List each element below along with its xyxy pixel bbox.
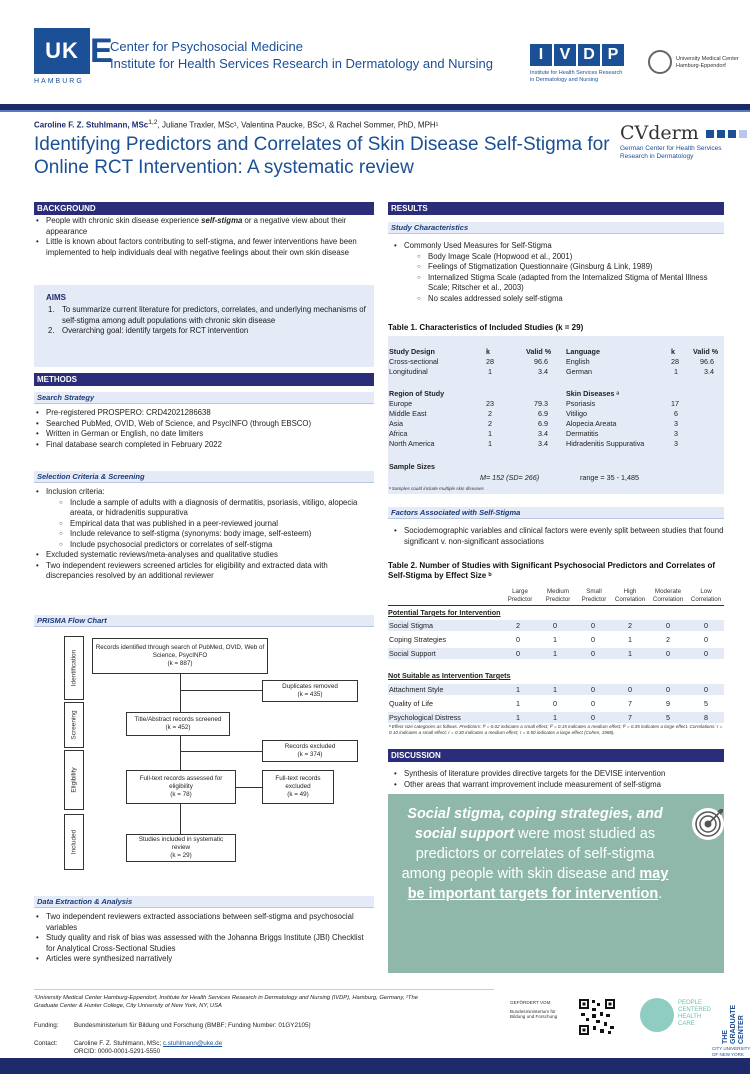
cell: 9 — [666, 699, 670, 708]
orcid: ORCID: 0000-0001-5291-5550 — [74, 1048, 161, 1055]
stage-label: Screening — [70, 710, 78, 740]
cvderm-subtitle: German Center for Health Services Research in Dermatology — [620, 145, 722, 160]
table-row — [388, 634, 724, 645]
hdr-line: Predictor — [581, 595, 607, 603]
table2-col-header — [686, 588, 726, 603]
table-row — [388, 429, 724, 439]
graduate-center-logo — [720, 994, 744, 1046]
row-label: Social Support — [389, 649, 436, 658]
table-row — [388, 419, 724, 429]
cell: 0 — [704, 621, 708, 630]
extraction-heading: Data Extraction & Analysis — [34, 896, 374, 908]
cell: 28 — [671, 357, 679, 366]
university-seal-icon — [648, 50, 672, 74]
funding-text: Bundesministerium für Bildung und Forschung (BMBF; Funding Number: 01GY2105) — [74, 1022, 311, 1029]
cell: Cross-sectional — [389, 357, 439, 366]
prisma-arrow — [180, 804, 181, 834]
institute-title — [110, 38, 493, 72]
table1-caption: Table 1. Characteristics of Included Studies (k = 29) — [388, 323, 584, 332]
prisma-arrow — [180, 674, 181, 712]
prisma-fulltext-box — [126, 770, 236, 804]
text: or a negative view about their appearance — [46, 216, 347, 236]
table2-col-header — [610, 588, 650, 603]
table-row — [388, 357, 724, 367]
list-item: • Pre-registered PROSPERO: CRD42021286638 — [34, 408, 374, 419]
list-item: • Sociodemographic variables and clinical factors were evenly split between studies that found significant v. non-significant associations — [392, 526, 724, 547]
aim-item — [46, 326, 366, 337]
stage-label: Identification — [70, 649, 78, 687]
contact-email-link[interactable]: c.stuhlmann@uke.de — [162, 1040, 223, 1047]
cell: 0 — [591, 649, 595, 658]
search-strategy-heading: Search Strategy — [34, 392, 374, 404]
cell: Africa — [389, 429, 408, 438]
table2-rule — [388, 605, 724, 606]
list-item: • Two independent reviewers extracted associations between self-stigma and psychosocial variables — [34, 912, 374, 933]
discussion-list — [392, 769, 724, 790]
table2-col-header — [648, 588, 688, 603]
list-item — [392, 241, 724, 304]
prisma-included-box — [126, 834, 236, 862]
cuny-label: CITY UNIVERSITY OF NEW YORK — [712, 1046, 750, 1057]
cell: 0 — [666, 649, 670, 658]
cell: Dermatitis — [566, 429, 599, 438]
measures-label: Commonly Used Measures for Self-Stigma — [404, 241, 552, 250]
box-text: Title/Abstract records screened — [134, 716, 222, 723]
cell: 5 — [704, 699, 708, 708]
ukm-label-line: University Medical Center — [676, 56, 739, 62]
row-label: Coping Strategies — [389, 635, 447, 644]
cell: Alopecia Areata — [566, 419, 617, 428]
center-name: Center for Psychosocial Medicine — [110, 39, 303, 54]
ukm-label — [676, 56, 739, 70]
sub-item: ○ Feelings of Stigmatization Questionnaire (Ginsburg & Link, 1989) — [404, 262, 724, 273]
prisma-stage-included — [64, 814, 84, 870]
cell: 0 — [591, 685, 595, 694]
pchc-logo-icon — [640, 998, 674, 1032]
contact-name: Caroline F. Z. Stuhlmann, MSc; — [74, 1040, 163, 1047]
cell: 0 — [591, 699, 595, 708]
cell: 0 — [516, 635, 520, 644]
list-item: • Final database search completed in February 2022 — [34, 440, 374, 451]
table2-col-header — [500, 588, 540, 603]
list-item: • Study quality and risk of bias was assessed with the Johanna Briggs Institute (JBI) Checklist for Analytical Cross-Sectional Studies — [34, 933, 374, 954]
uke-logo-text: UK — [45, 38, 79, 63]
hdr-line: Predictor — [507, 595, 533, 603]
cell: 8 — [704, 713, 708, 722]
footer-band — [0, 1058, 750, 1074]
prisma-identified-box — [92, 638, 268, 674]
aim-text: To summarize current literature for predictors, correlates, and underlying mechanisms of self-stigma among adult populations with chronic skin disease — [62, 305, 366, 325]
cell: 23 — [486, 399, 494, 408]
cell: Longitudinal — [389, 367, 428, 376]
hdr-line: Correlation — [652, 595, 684, 603]
row-label: Psychological Distress — [389, 713, 461, 722]
cell: 96.6 — [700, 357, 714, 366]
hdr-line: Medium — [546, 588, 569, 595]
cvderm-squares-icon — [706, 130, 747, 138]
ivdp-subtitle — [530, 70, 640, 84]
hdr-line: Predictor — [545, 595, 571, 603]
text: People with chronic skin disease experience — [46, 216, 202, 225]
lead-author-affil: 1,2 — [148, 119, 158, 126]
box-text: Duplicates removed — [282, 683, 338, 690]
bmbf-logo — [510, 1000, 570, 1020]
cvderm-logo: CVderm — [620, 122, 699, 144]
sub-item: ○ Include a sample of adults with a diagnosis of dermatitis, psoriasis, vitiligo, alopecia areata, or hidradenitis suppurativa — [46, 498, 374, 519]
aims-list — [46, 305, 366, 337]
study-char-heading: Study Characteristics — [388, 222, 724, 234]
table2-caption: Table 2. Number of Studies with Significant Psychosocial Predictors and Correlates of Self-Stigma by Effect Size ᵇ — [388, 561, 716, 580]
row-label: Attachment Style — [389, 685, 444, 694]
cell: 1 — [628, 635, 632, 644]
cell: 6 — [674, 409, 678, 418]
cell: 3.4 — [538, 439, 548, 448]
cell: 0 — [704, 649, 708, 658]
cell: 1 — [488, 429, 492, 438]
prisma-heading: PRISMA Flow Chart — [34, 615, 374, 627]
table-row — [388, 409, 724, 419]
measures-list — [392, 241, 724, 304]
col-header: Sample Sizes — [389, 462, 435, 471]
list-item: • Synthesis of literature provides directive targets for the DEVISE intervention — [392, 769, 724, 780]
background-heading: BACKGROUND — [34, 202, 374, 215]
list-item: • Excluded systematic reviews/meta-analyses and qualitative studies — [34, 550, 374, 561]
ivdp-sub-line: Institute for Health Services Research — [530, 70, 623, 76]
table2-group-header: Not Suitable as Intervention Targets — [388, 671, 511, 680]
box-count: (k = 887) — [167, 660, 193, 667]
cell: 17 — [671, 399, 679, 408]
box-text: Records excluded — [284, 743, 336, 750]
cell: 1 — [628, 649, 632, 658]
table-row — [388, 684, 724, 695]
cell: 3 — [674, 429, 678, 438]
table2-footnote: ᵇ Effect size categories as follows. Predictors: f² = 0.02 indicates a small effect; f² = 0.15 indicates a medium effect; f² = 0.35 indicates a large effect. Correlations: r = 0.10 indicates a small effect; r = 0.30 indicates a medium effect; r = 0.50 indicates a large effect (Cohen, 1988). — [389, 724, 723, 735]
cell: 0 — [516, 649, 520, 658]
list-item: • Two independent reviewers screened articles for eligibility and extracted data with discrepancies resolved by an additional reviewer — [34, 561, 374, 582]
table1-footnote: ᵃ Samples could include multiple skin diseases — [389, 486, 484, 491]
cell: Psoriasis — [566, 399, 596, 408]
header-band-accent — [0, 110, 750, 112]
hdr-line: High — [623, 588, 637, 595]
table-row — [388, 367, 724, 377]
hdr-line: Small — [586, 588, 602, 595]
search-list — [34, 408, 374, 450]
cell: 2 — [666, 635, 670, 644]
box-text: Full-text records assessed for eligibility — [139, 775, 223, 790]
cell: 1 — [553, 635, 557, 644]
cell: 0 — [591, 621, 595, 630]
aims-title: AIMS — [46, 293, 66, 302]
col-header: Skin Diseases ᵃ — [566, 389, 620, 398]
list-item: • Little is known about factors contributing to self-stigma, and fewer interventions have been implemented to help individuals deal with negative feelings about their own skin disease — [34, 237, 374, 258]
prisma-stage-identification — [64, 636, 84, 700]
ivdp-sub-line: in Dermatology and Nursing — [530, 77, 599, 83]
cell: 96.6 — [534, 357, 548, 366]
list-item — [34, 487, 374, 550]
cell: 1 — [553, 685, 557, 694]
prisma-excluded-box — [262, 740, 358, 762]
prisma-arrow — [180, 736, 181, 770]
ukm-label-line: Hamburg-Eppendorf — [676, 63, 726, 69]
cell: 1 — [674, 367, 678, 376]
sub-item: ○ Internalized Stigma Scale (adapted from the Internalized Stigma of Mental Illness Scale; Ritscher et al., 2003) — [404, 273, 724, 294]
cell: Europe — [389, 399, 413, 408]
box-text: Studies included in systematic review — [138, 836, 224, 851]
cell: Middle East — [389, 409, 427, 418]
cell: 7 — [628, 713, 632, 722]
table-row — [388, 439, 724, 449]
contact-label: Contact: — [34, 1040, 58, 1047]
extraction-list — [34, 912, 374, 965]
measures-sublist — [404, 252, 724, 305]
cell: 0 — [591, 713, 595, 722]
cell: Asia — [389, 419, 403, 428]
cell: 6.9 — [538, 409, 548, 418]
cell: Hidradenitis Suppurativa — [566, 439, 645, 448]
table1-header-row — [388, 462, 724, 472]
stage-label: Included — [70, 829, 78, 855]
selection-list — [34, 487, 374, 582]
list-item: • Written in German or English, no date limiters — [34, 429, 374, 440]
col-header: k — [671, 347, 675, 356]
stage-label: Eligibility — [70, 767, 78, 793]
poster-title: Identifying Predictors and Correlates of Skin Disease Self-Stigma for Online RCT Intervention: A systematic review — [34, 134, 610, 178]
cell: 0 — [628, 685, 632, 694]
box-text: Full-text records excluded — [275, 775, 321, 790]
aim-number: 1. — [48, 305, 55, 314]
cell: 7 — [628, 699, 632, 708]
cell: 3.4 — [704, 367, 714, 376]
sub-item: ○ No scales addressed solely self-stigma — [404, 294, 724, 305]
funding-label: Funding: — [34, 1022, 59, 1029]
col-header: Study Design — [389, 347, 435, 356]
prisma-arrow — [180, 751, 262, 752]
list-item — [34, 216, 374, 237]
factors-heading: Factors Associated with Self-Stigma — [388, 507, 724, 519]
key-finding-text — [400, 804, 670, 904]
aim-text: Overarching goal: identify targets for RCT intervention — [62, 326, 249, 335]
cell: 28 — [486, 357, 494, 366]
table2-col-header — [538, 588, 578, 603]
cell: 1 — [516, 713, 520, 722]
cell: 0 — [704, 685, 708, 694]
table-row — [388, 698, 724, 709]
coauthors: , Juliane Traxler, MSc¹, Valentina Paucke, BSc¹, & Rachel Sommer, PhD, MPH¹ — [157, 120, 439, 130]
key-finding-end: . — [658, 886, 663, 902]
cell: 3 — [674, 439, 678, 448]
table-row — [388, 473, 724, 483]
table2-col-header — [576, 588, 612, 603]
sub-item: ○ Body Image Scale (Hopwood et al., 2001) — [404, 252, 724, 263]
prisma-fulltext-excluded-box — [262, 770, 334, 804]
cell: 0 — [704, 635, 708, 644]
aim-number: 2. — [48, 326, 55, 335]
hdr-line: Low — [700, 588, 712, 595]
inclusion-sublist — [46, 498, 374, 551]
col-header: Valid % — [526, 347, 552, 356]
key-finding-body: were most studied as predictors or correlates of self-stigma among people with skin disease and — [401, 826, 656, 882]
qr-code-icon[interactable] — [578, 998, 616, 1036]
cell: range = 35 - 1,485 — [580, 473, 639, 482]
background-list — [34, 216, 374, 258]
table-row — [388, 712, 724, 723]
methods-heading: METHODS — [34, 373, 374, 386]
col-header: Valid % — [693, 347, 719, 356]
list-item: • Searched PubMed, OVID, Web of Science, and PsycINFO (through EBSCO) — [34, 419, 374, 430]
cell: 1 — [488, 439, 492, 448]
selection-heading: Selection Criteria & Screening — [34, 471, 374, 483]
cell: 2 — [488, 419, 492, 428]
ivdp-letter: V — [554, 44, 576, 66]
cell: 2 — [628, 621, 632, 630]
author-list — [34, 119, 438, 130]
cell: 1 — [516, 685, 520, 694]
prisma-duplicates-box — [262, 680, 358, 702]
target-icon — [690, 806, 726, 842]
cell: 79.3 — [534, 399, 548, 408]
cell: 2 — [488, 409, 492, 418]
table1-header-row — [388, 389, 724, 399]
box-text: Records identified through search of PubMed, OVID, Web of Science, PsycINFO — [95, 644, 265, 659]
prisma-screened-box — [126, 712, 230, 736]
aim-item — [46, 305, 366, 326]
cell: 0 — [553, 699, 557, 708]
cell: English — [566, 357, 590, 366]
cell: 6.9 — [538, 419, 548, 428]
ivdp-logo — [530, 44, 624, 66]
cell: 0 — [553, 621, 557, 630]
prisma-stage-screening — [64, 702, 84, 748]
sub-item: ○ Include relevance to self-stigma (synonyms: body image, self-esteem) — [46, 529, 374, 540]
box-count: (k = 29) — [170, 852, 192, 859]
cell: 1 — [516, 699, 520, 708]
key-finding-emphasis: Social stigma, coping strategies, and social support — [407, 806, 663, 842]
hdr-line: Moderate — [654, 588, 682, 595]
box-count: (k = 374) — [297, 751, 323, 758]
uke-logo-e: E — [90, 32, 113, 70]
sub-item: ○ Empirical data that was published in a peer-reviewed journal — [46, 519, 374, 530]
ivdp-letter: D — [578, 44, 600, 66]
cell: German — [566, 367, 592, 376]
sub-item: ○ Include psychosocial predictors or correlates of self-stigma — [46, 540, 374, 551]
cell: 0 — [666, 685, 670, 694]
col-header: k — [486, 347, 490, 356]
discussion-heading: DISCUSSION — [388, 749, 724, 762]
prisma-arrow — [236, 787, 262, 788]
factors-list — [392, 526, 724, 547]
cell: M= 152 (SD= 266) — [480, 473, 540, 482]
prisma-arrow — [180, 690, 262, 691]
bmbf-line: GEFÖRDERT VOM — [510, 1000, 551, 1005]
prisma-stage-eligibility — [64, 750, 84, 810]
list-item: • Other areas that warrant improvement include measurement of self-stigma — [392, 780, 724, 791]
cell: North America — [389, 439, 435, 448]
ivdp-letter: I — [530, 44, 552, 66]
lead-author: Caroline F. Z. Stuhlmann, MSc — [34, 120, 149, 130]
pchc-label: PEOPLE CENTERED HEALTH CARE — [678, 1000, 712, 1027]
row-label: Quality of Life — [389, 699, 433, 708]
table2-group-header: Potential Targets for Intervention — [388, 608, 501, 617]
key-finding-target: may be important targets for intervention — [407, 866, 669, 902]
ivdp-letter: P — [602, 44, 624, 66]
emphasis: self-stigma — [201, 216, 243, 225]
uke-logo-sub: HAMBURG — [34, 78, 84, 85]
footer-divider — [34, 989, 494, 990]
grad-label: THE GRADUATE CENTER — [722, 1004, 745, 1044]
cell: Vitiligo — [566, 409, 588, 418]
cell: 5 — [666, 713, 670, 722]
results-heading: RESULTS — [388, 202, 724, 215]
inclusion-label: Inclusion criteria: — [46, 487, 105, 496]
box-count: (k = 452) — [165, 724, 191, 731]
cell: 3.4 — [538, 367, 548, 376]
list-item: • Articles were synthesized narratively — [34, 954, 374, 965]
box-count: (k = 435) — [297, 691, 323, 698]
cell: 3.4 — [538, 429, 548, 438]
uke-logo — [34, 28, 90, 74]
bmbf-line: Bundesministerium für Bildung und Forschung — [510, 1008, 558, 1019]
table-row — [388, 648, 724, 659]
cell: 0 — [666, 621, 670, 630]
hdr-line: Correlation — [690, 595, 722, 603]
hdr-line: Correlation — [614, 595, 646, 603]
cell: 2 — [516, 621, 520, 630]
table-row — [388, 620, 724, 631]
cell: 1 — [553, 713, 557, 722]
table-row — [388, 399, 724, 409]
hdr-line: Large — [512, 588, 528, 595]
cell: 3 — [674, 419, 678, 428]
row-label: Social Stigma — [389, 621, 433, 630]
cell: 0 — [591, 635, 595, 644]
table1-header-row — [388, 347, 724, 357]
col-header: Region of Study — [389, 389, 445, 398]
cell: 1 — [553, 649, 557, 658]
col-header: Language — [566, 347, 600, 356]
cell: 1 — [488, 367, 492, 376]
institute-name: Institute for Health Services Research in Dermatology and Nursing — [110, 56, 493, 71]
box-count: (k = 78) — [170, 791, 192, 798]
affiliations: ¹University Medical Center Hamburg-Eppendorf, Institute for Health Services Research in Dermatology and Nursing (IVDP), Hamburg, Germany, ²The Graduate Center & Hunter College, City University of New York, NY, USA — [34, 995, 418, 1009]
box-count: (k = 49) — [287, 791, 309, 798]
contact-info — [74, 1040, 222, 1048]
